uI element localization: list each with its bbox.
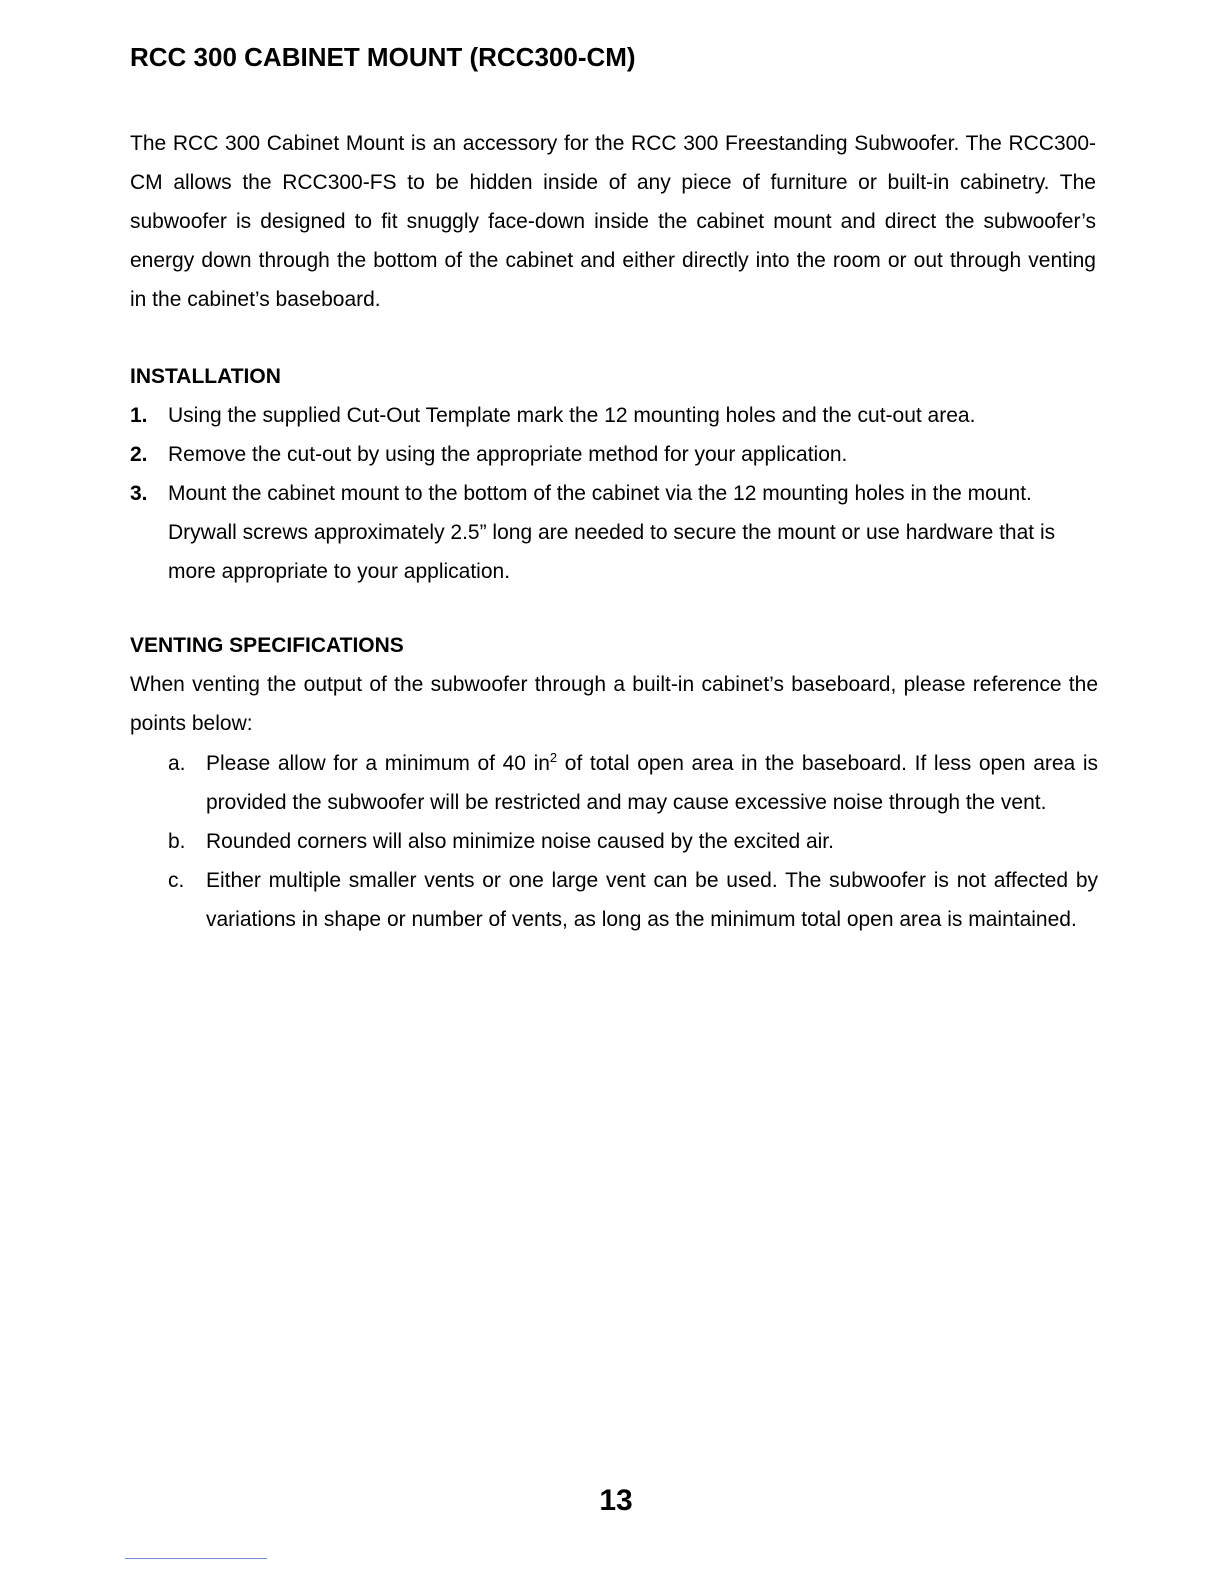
installation-step <box>130 474 1098 591</box>
installation-steps <box>130 396 1098 591</box>
point-text: Rounded corners will also minimize noise caused by the excited air. <box>206 830 834 853</box>
step-text: Mount the cabinet mount to the bottom of the cabinet via the 12 mounting holes in the mount. Drywall screws approximately 2.5” long are needed to secure the mount or use hardware that is more appropriate to your application. <box>168 482 1056 583</box>
point-text-end: of total open area in the baseboard. If less open area is provided the subwoofer will be restricted and may cause excessive noise through the vent. <box>206 752 1098 814</box>
point-letter: c. <box>168 869 185 892</box>
installation-step <box>130 435 1098 474</box>
step-number: 2. <box>130 443 148 466</box>
venting-heading: VENTING SPECIFICATIONS <box>130 634 404 657</box>
step-text: Remove the cut-out by using the appropriate method for your application. <box>168 443 848 466</box>
venting-point <box>168 744 1098 822</box>
point-text-start: Please allow for a minimum of 40 in <box>206 752 550 775</box>
point-letter: a. <box>168 752 186 775</box>
installation-step <box>130 396 1098 435</box>
venting-point <box>168 861 1098 939</box>
footer-rule <box>125 1558 267 1559</box>
venting-points <box>168 744 1098 939</box>
superscript-two: 2 <box>549 750 558 765</box>
intro-paragraph: The RCC 300 Cabinet Mount is an accessory for the RCC 300 Freestanding Subwoofer. The RCC300-CM allows the RCC300-FS to be hidden inside of any piece of furniture or built-in cabinetry. The subwoofer is designed to fit snuggly face-down inside the cabinet mount and direct the subwoofer’s energy down through the bottom of the cabinet and either directly into the room or out through venting in the cabinet’s baseboard. <box>130 132 1096 311</box>
installation-heading: INSTALLATION <box>130 365 281 388</box>
page-title: RCC 300 CABINET MOUNT (RCC300-CM) <box>130 42 636 72</box>
step-text: Using the supplied Cut-Out Template mark the 12 mounting holes and the cut-out area. <box>168 404 976 427</box>
step-number: 3. <box>130 482 148 505</box>
venting-point <box>168 822 1098 861</box>
page-number: 13 <box>599 1484 633 1517</box>
point-letter: b. <box>168 830 186 853</box>
step-number: 1. <box>130 404 148 427</box>
point-text: Either multiple smaller vents or one large vent can be used. The subwoofer is not affected by variations in shape or number of vents, as long as the minimum total open area is maintained. <box>206 869 1098 931</box>
venting-intro: When venting the output of the subwoofer through a built-in cabinet’s baseboard, please reference the points below: <box>130 673 1098 735</box>
